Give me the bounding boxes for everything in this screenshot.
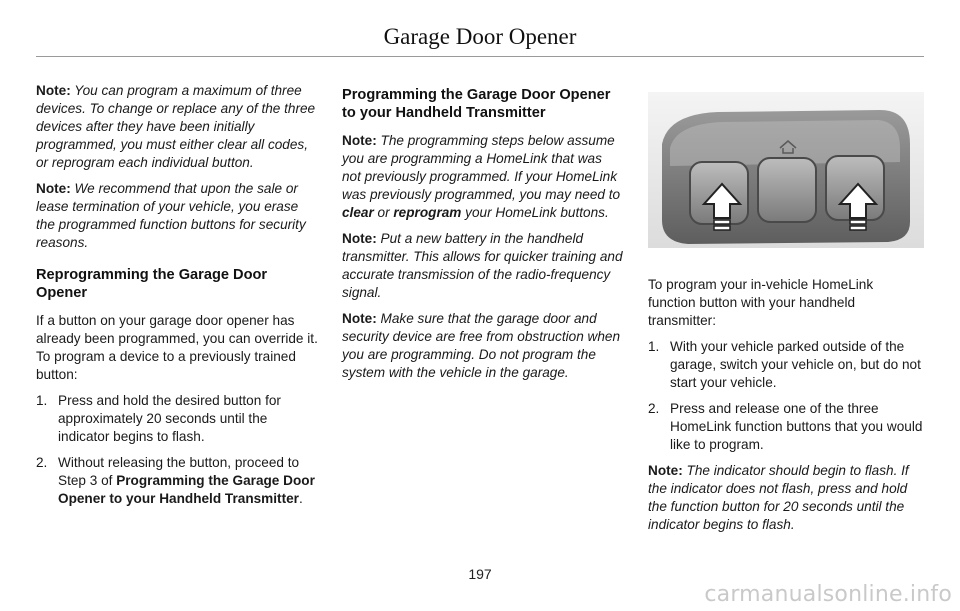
note-text-part: or: [373, 205, 394, 220]
note-text: [342, 133, 620, 220]
note-label: Note:: [648, 463, 683, 478]
heading-reprogramming: Reprogramming the Garage Door Opener: [36, 267, 268, 301]
step-number: 1.: [36, 393, 48, 408]
step-text-part: Without releasing the button, proceed to Step 3 of: [58, 455, 300, 488]
step-text-part: .: [298, 491, 303, 506]
note-text-part: your HomeLink buttons.: [461, 205, 609, 220]
note-programming-steps: [342, 132, 624, 222]
column-middle: [342, 82, 624, 390]
column-left: [36, 82, 318, 516]
note-label: Note:: [342, 231, 377, 246]
note-label: Note:: [342, 133, 377, 148]
note-sale-lease: [36, 180, 318, 252]
step-number: 1.: [648, 339, 660, 354]
step-text: With your vehicle parked outside of the garage, switch your vehicle on, but do not start your vehicle.: [670, 339, 921, 390]
note-battery: [342, 230, 624, 302]
paragraph-reprogram-intro: If a button on your garage door opener has already been programmed, you can override it. To program a device to a previously trained button:: [36, 313, 318, 382]
note-text: You can program a maximum of three devices. To change or replace any of the three devices after they have been initially programmed, you must either clear all codes, or reprogram each individual button.: [36, 83, 316, 170]
note-obstruction: [342, 310, 624, 382]
note-indicator-flash: [648, 462, 924, 534]
step-text: Press and release one of the three HomeLink function buttons that you would like to program.: [670, 401, 923, 452]
homelink-button-middle: [758, 158, 816, 222]
note-max-devices: [36, 82, 318, 172]
note-label: Note:: [36, 181, 71, 196]
paragraph-program-intro: To program your in-vehicle HomeLink function button with your handheld transmitter:: [648, 277, 874, 328]
step-number: 2.: [648, 401, 660, 416]
list-item: [36, 454, 318, 508]
note-label: Note:: [342, 311, 377, 326]
note-label: Note:: [36, 83, 71, 98]
note-text: The indicator should begin to flash. If the indicator does not flash, press and hold the function button for 20 seconds until the indicator begins to flash.: [648, 463, 909, 532]
list-item: [648, 400, 924, 454]
note-text: Make sure that the garage door and security device are free from obstruction when you are programming. Do not program the system with the vehicle in the garage.: [342, 311, 621, 380]
homelink-illustration-svg: [648, 92, 924, 248]
list-item: [648, 338, 924, 392]
keyword-clear: clear: [342, 205, 374, 220]
note-text: Put a new battery in the handheld transmitter. This allows for quicker training and accurate transmission of the radio-frequency signal.: [342, 231, 623, 300]
watermark: carmanualsonline.info: [704, 582, 952, 607]
column-right: [648, 276, 924, 542]
step-text: Press and hold the desired button for approximately 20 seconds until the indicator begins to flash.: [58, 393, 281, 444]
section-reference: Programming the Garage Door Opener to your Handheld Transmitter: [58, 473, 315, 506]
step-text: [58, 454, 318, 508]
step-number: 2.: [36, 455, 48, 470]
page-title: Garage Door Opener: [383, 24, 577, 49]
page-number: 197: [468, 566, 492, 582]
note-text-part: The programming steps below assume you are programming a HomeLink that was not previously programmed. If your HomeLink was previously programmed, you may need to: [342, 133, 621, 202]
homelink-buttons-illustration: [648, 92, 924, 248]
keyword-reprogram: reprogram: [393, 205, 462, 220]
note-text: We recommend that upon the sale or lease termination of your vehicle, you erase the programmed function buttons for security reasons.: [36, 181, 306, 250]
heading-programming: Programming the Garage Door Opener to your Handheld Transmitter: [342, 87, 611, 121]
list-item: [36, 392, 318, 446]
header-divider: [36, 56, 924, 57]
